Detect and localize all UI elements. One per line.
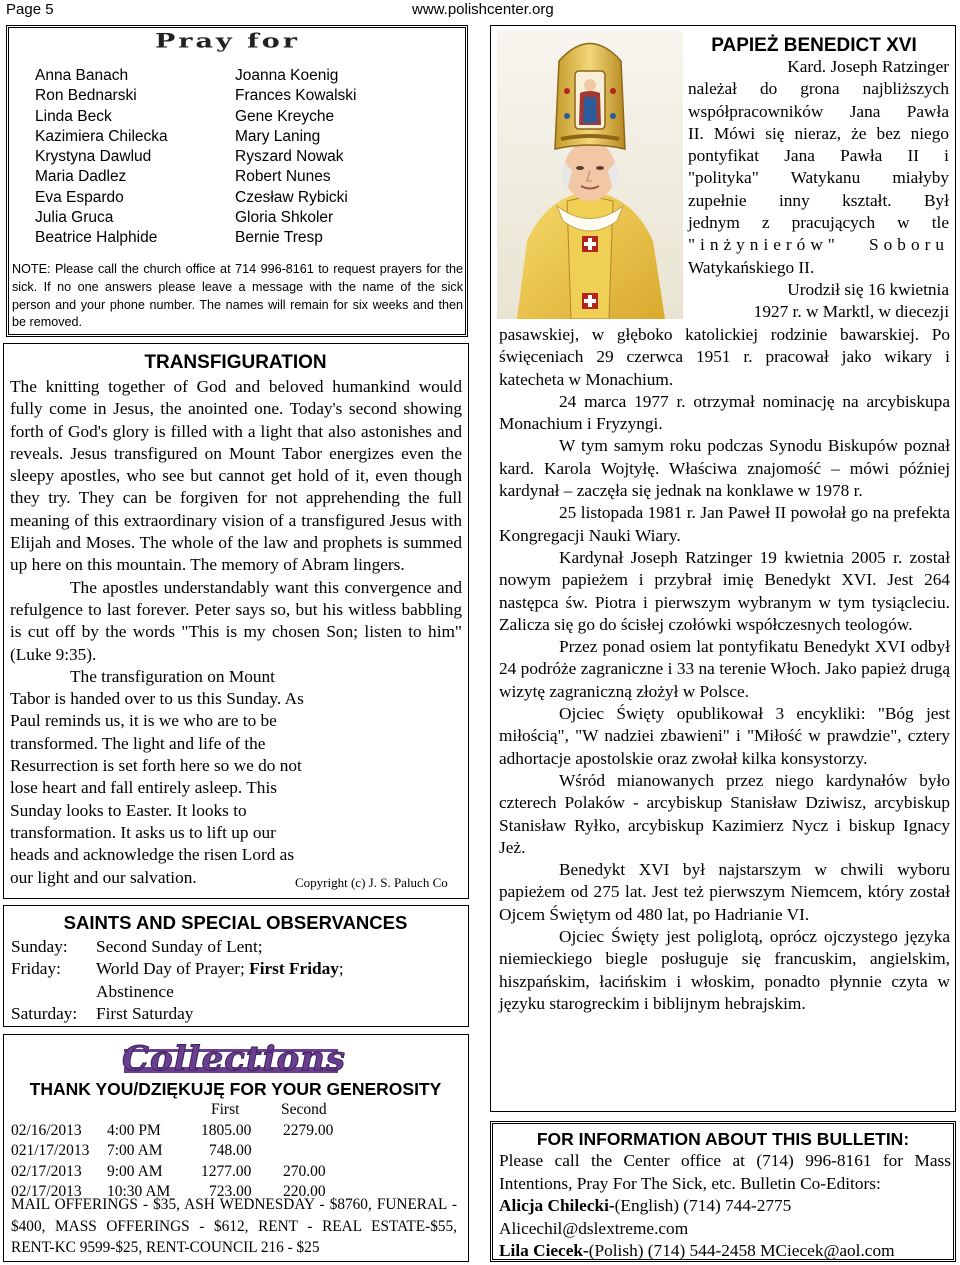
name-item: Krystyna Dawlud: [35, 148, 152, 166]
editor-2: [499, 1240, 951, 1263]
name-item: Czesław Rybicki: [235, 188, 348, 206]
info-text: Please call the Center office at (714) 996-8161 for Mass Intentions, Pray For The Sick, etc. Bulletin Co-Editors:: [499, 1151, 951, 1193]
paragraph: pasawskiej, w głęboko katolickiej rodzinie bawarskiej. Po święceniach 29 czerwca 1951 r. pracował jako wikary i katecheta w Monachium.: [499, 325, 950, 389]
pray-for-title: Pray for: [155, 30, 300, 53]
name-item: Kazimiera Chilecka: [35, 127, 168, 145]
paragraph: The transfiguration on Mount Tabor is handed over to us this Sunday. As Paul reminds us, it is we who are to be transformed. The light and life of the Resurrection is set forth here so we do not lose heart and fall entirely asleep. This Sunday looks to Easter. It looks to transformation. It asks us to lift up our heads and acknowledge the risen Lord as our light and our salvation.: [10, 666, 304, 887]
cell-first: 723.00: [209, 1183, 252, 1200]
paragraph: Kardynał Joseph Ratzinger 19 kwietnia 2005 r. został nowym papieżem i przybrał imię Benedykt XVI. Jest 264 następca św. Piotra i pierwszym wybranym w tym tysiącleciu. Zalicza się go do ścisłej czołówki współczesnych teologów.: [499, 547, 950, 634]
cell-time: 7:00 AM: [107, 1142, 163, 1159]
name-item: Linda Beck: [35, 107, 112, 125]
collections-table: [11, 1100, 333, 1203]
name-item: Bernie Tresp: [235, 229, 323, 247]
pope-photo: [497, 31, 683, 319]
cell-date: 021/17/2013: [11, 1142, 90, 1159]
pray-names-right: [235, 66, 356, 249]
observance-bold: First Friday: [249, 959, 339, 979]
collections-banner: [122, 1039, 347, 1081]
cell-date: 02/17/2013: [11, 1162, 82, 1180]
transfiguration-title: TRANSFIGURATION: [144, 352, 327, 373]
intro-line: zupełnie inny kształt. Był: [688, 190, 949, 210]
paragraph: The apostles understandably want this convergence and refulgence to last forever. Peter says so, but his witless babbling is cut off by the words "This is my chosen Son; listen to him" (Luke 9:35).: [10, 577, 462, 664]
paragraph: Ojciec Święty opublikował 3 encykliki: "Bóg jest miłością", "W nadziei zbawieni" i "Miłość w prawdzie", cztery adhortacje apostolskie oraz zwołał kilka konsystorzy.: [499, 704, 950, 768]
name-item: Ron Bednarski: [35, 87, 137, 105]
pope-intro: [688, 56, 949, 324]
pray-names-left: [35, 66, 168, 249]
cell-first: 1277.00: [201, 1162, 252, 1180]
cell-second: 270.00: [283, 1162, 326, 1180]
observance-row: [11, 958, 344, 980]
name-item: Anna Banach: [35, 67, 129, 84]
intro-line: II. Mówi się nieraz, że bez niego: [688, 123, 949, 143]
observance-text: Abstinence: [96, 981, 174, 1001]
intro-line: współpracowników Jana Pawła: [688, 101, 949, 121]
name-item: Ryszard Nowak: [235, 148, 344, 166]
collections-banner-text: Collections: [122, 1039, 347, 1079]
intro-line: Kard. Joseph Ratzinger: [787, 57, 949, 76]
collections-box: [3, 1034, 469, 1262]
info-box: [490, 1121, 956, 1262]
observance-text: First Saturday: [96, 1003, 194, 1023]
cell-second: 2279.00: [283, 1121, 334, 1139]
cell-first: 748.00: [209, 1142, 252, 1159]
page-number: Page 5: [6, 1, 54, 18]
cell-date: 02/16/2013: [11, 1121, 82, 1139]
col-second-header: Second: [281, 1101, 327, 1118]
table-row: [11, 1121, 333, 1142]
cell-first: 1805.00: [201, 1121, 252, 1139]
paragraph: Ojciec Święty jest poliglotą, oprócz ojczystego języka niemieckiego biegle posługuje się francuskim, angielskim, hiszpańskim, łacińskim i włoskim, ponadto płynnie czyta w języku starogreckim i biblijnym hebrajskim.: [499, 927, 950, 1013]
observance-row: [11, 981, 344, 1003]
info-title: FOR INFORMATION ABOUT THIS BULLETIN:: [536, 1129, 910, 1149]
info-body: [499, 1150, 951, 1263]
intro-line: "inżynierów" Soboru: [688, 235, 949, 255]
table-row: [11, 1141, 333, 1162]
name-item: Mary Laning: [235, 127, 321, 145]
collections-title: THANK YOU/DZIĘKUJĘ FOR YOUR GENEROSITY: [29, 1079, 442, 1099]
website: www.polishcenter.org: [412, 1, 554, 18]
intro-line: 1927 r. w Marktl, w diecezji: [753, 302, 949, 322]
paragraph: Benedykt XVI był najstarszym w chwili wyboru papieżem od 275 lat. Jest też pierwszym Niemcem, który został Ojcem Świętym od 480 lat, po Hadrianie VI.: [499, 860, 950, 924]
paragraph: Przez ponad osiem lat pontyfikatu Benedykt XVI odbył 24 podróże zagraniczne i 33 na terenie Włoch. Jako papież drugą wizytę zagraniczną złożył w Polsce.: [499, 637, 950, 701]
observance-day: Saturday:: [11, 1003, 78, 1023]
saints-list: [11, 936, 344, 1025]
saints-title: SAINTS AND SPECIAL OBSERVANCES: [63, 912, 408, 933]
name-item: Eva Espardo: [35, 188, 124, 206]
intro-line: "polityka" Watykanu miałyby: [688, 168, 949, 188]
intro-line: Watykańskiego II.: [688, 257, 815, 277]
observance-day: Sunday:: [11, 937, 68, 956]
cell-date: 02/17/2013: [11, 1183, 82, 1200]
name-item: Maria Dadlez: [35, 168, 127, 186]
table-row: [11, 1162, 333, 1183]
observance-text: World Day of Prayer;: [96, 959, 250, 979]
observance-row: [11, 936, 344, 958]
cell-second: 220.00: [283, 1183, 326, 1200]
cell-time: 9:00 AM: [107, 1162, 163, 1180]
editor-2-contact: (Polish) (714) 544-2458 MCiecek@aol.com: [588, 1241, 895, 1260]
observance-day: Friday:: [11, 959, 61, 979]
paragraph: W tym samym roku podczas Synodu Biskupów poznał kard. Karola Wojtyłę. Właściwa znajomość – mówi później kardynał – zaczęła się jednak na konklawe w 1978 r.: [499, 436, 950, 501]
observance-text: Second Sunday of Lent;: [96, 937, 263, 956]
pray-note: NOTE: Please call the church office at 714 996-8161 to request prayers for the sick. If no one answers please leave a message with the name of the sick person and your phone number. The names will remain for six weeks and then be removed.: [12, 262, 463, 330]
name-item: Frances Kowalski: [235, 87, 357, 105]
editor-1-email: Alicechil@dslextreme.com: [499, 1218, 689, 1238]
saints-box: [3, 905, 469, 1027]
paragraph: 25 listopada 1981 r. Jan Paweł II powołał go na prefekta Kongregacji Nauki Wiary.: [499, 503, 950, 545]
pope-photo-art: [497, 31, 683, 319]
transfiguration-body: [10, 376, 462, 889]
paragraph: Wśród mianowanych przez niego kardynałów było czterech Polaków - arcybiskup Stanisław Dziwisz, arcybiskup Stanisław Ryłko, arcybiskup Kazimierz Nycz i biskup Ignacy Jeż.: [499, 770, 950, 857]
name-item: Beatrice Halphide: [35, 229, 158, 247]
cell-time: 4:00 PM: [107, 1121, 161, 1139]
paragraph: The knitting together of God and beloved humankind would fully come in Jesus, the anointed one. Today's second showing forth of God's glory is filled with a light that also astonishes and reveals. Jesus transfigured on Mount Tabor energizes even the sleepy apostles, who see but cannot get hold of it, even though they try. They can be forgiven for not apprehending the full meaning of this extraordinary vision of a transfigured Jesus with Elijah and Moses. The whole of the law and prophets is summed up here on this mountain. The memory of Abram lingers.: [10, 377, 462, 575]
intro-line: pontyfikat Jana Pawła II i: [688, 146, 949, 166]
editor-1: [499, 1195, 951, 1218]
editor-1-name: Alicja Chilecki-: [499, 1196, 615, 1215]
observance-day: [11, 981, 96, 1003]
name-item: Gloria Shkoler: [235, 209, 334, 227]
pope-body: [499, 324, 950, 1015]
intro-line: Urodził się 16 kwietnia: [787, 279, 949, 299]
cell-time: 10:30 AM: [107, 1183, 171, 1200]
editor-2-name: Lila Ciecek-: [499, 1241, 589, 1260]
pope-title: PAPIEŻ BENEDICT XVI: [711, 35, 917, 56]
transfiguration-box: [3, 343, 469, 899]
col-first-header: First: [211, 1101, 240, 1118]
observance-after: ;: [338, 959, 344, 979]
pope-box: [490, 25, 956, 1112]
intro-line: należał do grona najbliższych: [688, 79, 949, 99]
name-item: Julia Gruca: [35, 209, 114, 227]
name-item: Joanna Koenig: [235, 67, 339, 84]
name-item: Gene Kreyche: [235, 107, 335, 125]
pray-for-box: [6, 25, 468, 337]
collections-header-row: [11, 1100, 333, 1121]
editor-1-phone: (English) (714) 744-2775: [614, 1196, 792, 1215]
intro-line: jednym z pracujących w tle: [688, 213, 949, 233]
observance-row: [11, 1003, 344, 1025]
paragraph: 24 marca 1977 r. otrzymał nominację na arcybiskupa Monachium i Fryzyngi.: [499, 391, 950, 434]
name-item: Robert Nunes: [235, 168, 331, 186]
collections-footer: MAIL OFFERINGS - $35, ASH WEDNESDAY - $8760, FUNERAL - $400, MASS OFFERINGS - $612, RENT - REAL ESTATE-$55, RENT-KC 9599-$25, RENT-COUNCIL 216 - $25: [11, 1196, 457, 1256]
copyright: Copyright (c) J. S. Paluch Co: [295, 875, 448, 890]
